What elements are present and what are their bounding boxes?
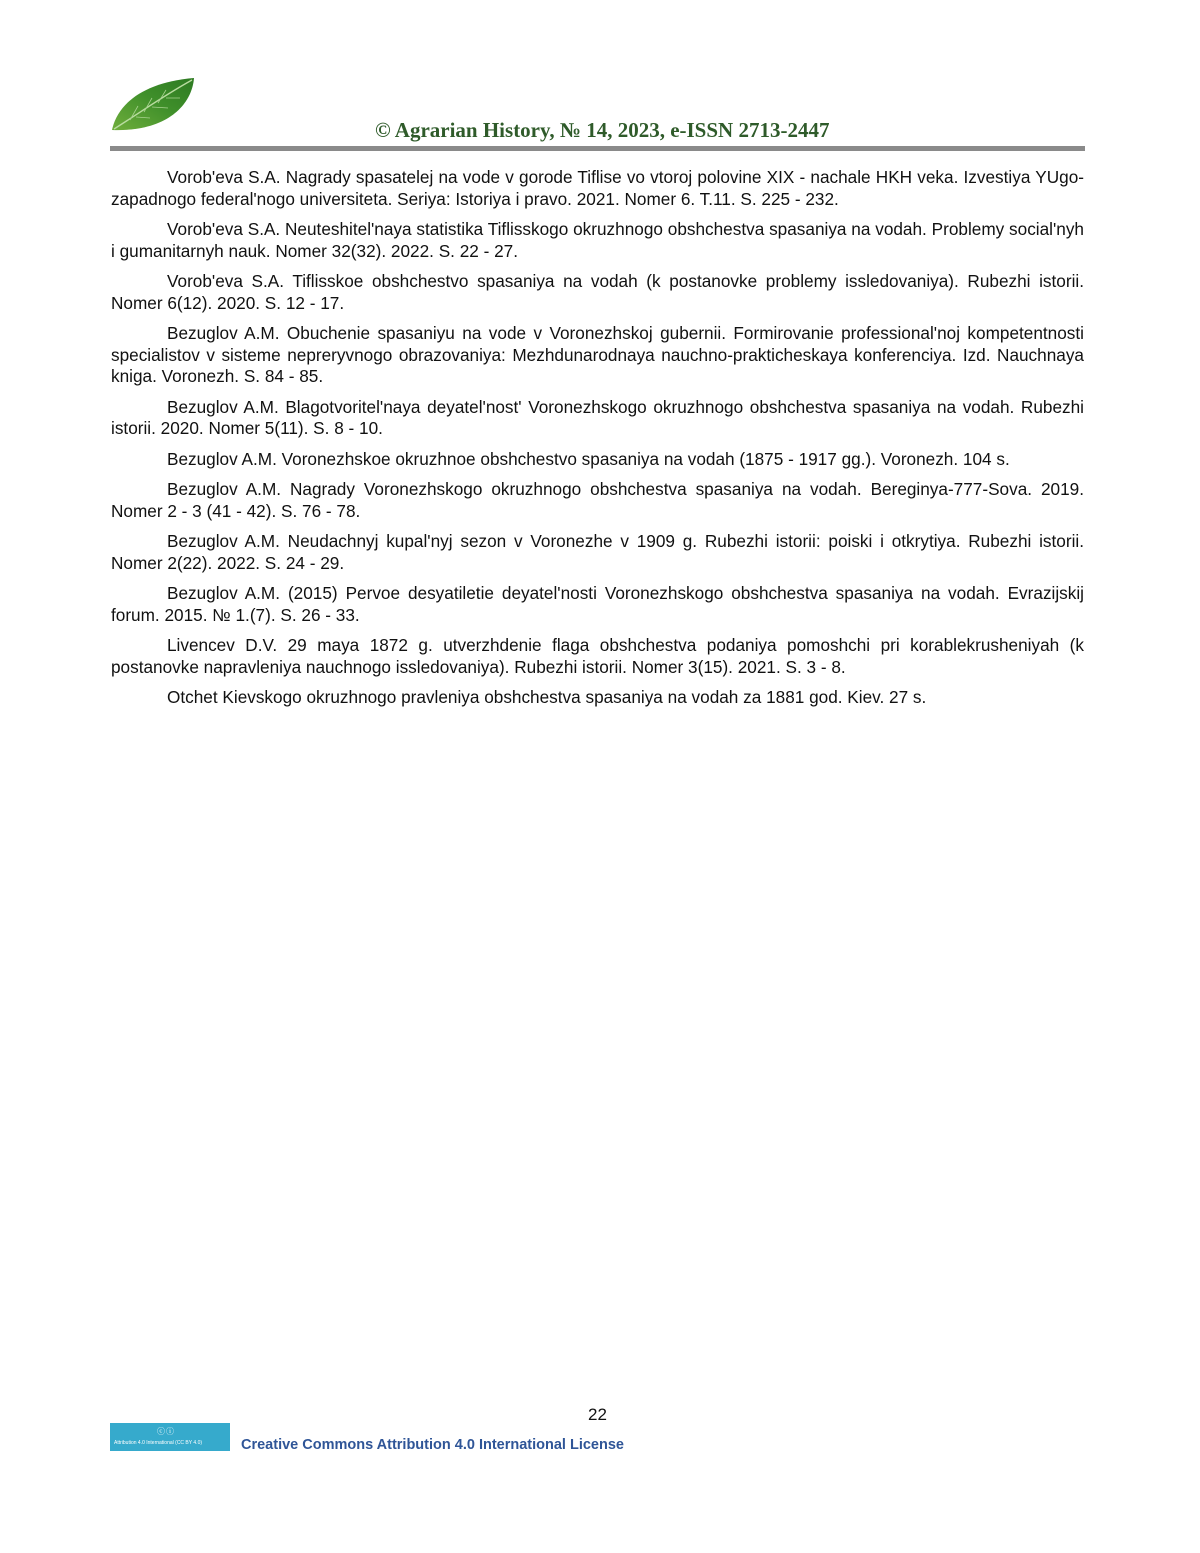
reference-entry: Otchet Kievskogo okruzhnogo pravleniya obshchestva spasaniya na vodah za 1881 god. Kiev. 27 s. xyxy=(167,687,927,707)
license-link[interactable]: Creative Commons Attribution 4.0 International License xyxy=(241,1437,624,1453)
reference-entry: Bezuglov A.M. Obuchenie spasaniyu na vode v Voronezhskoj gubernii. Formirovanie professional'noj kompetentnosti specialistov v sisteme nepreryvnogo obrazovaniya: Mezhdunarodnaya nauchno-prakticheskaya konferenciya. Izd. Nauchnaya kniga. Voronezh. S. 84 - 85. xyxy=(111,323,1084,386)
reference-entry: Livencev D.V. 29 maya 1872 g. utverzhdenie flaga obshchestva podaniya pomoshchi pri korablekrusheniyah (k postanovke napravleniya nauchnogo issledovaniya). Rubezhi istorii. Nomer 3(15). 2021. S. 3 - 8. xyxy=(111,635,1084,677)
reference-entry: Vorob'eva S.A. Neuteshitel'naya statistika Tiflisskogo okruzhnogo obshchestva spasaniya na vodah. Problemy social'nyh i gumanitarnyh nauk. Nomer 32(32). 2022. S. 22 - 27. xyxy=(111,219,1084,261)
cc-badge-caption: Attribution 4.0 International (CC BY 4.0) xyxy=(114,1440,203,1446)
cc-by-badge-icon[interactable] xyxy=(110,1423,230,1451)
reference-entry: Bezuglov A.M. Voronezhskoe okruzhnoe obshchestvo spasaniya na vodah (1875 - 1917 gg.). Voronezh. 104 s. xyxy=(167,448,1010,469)
reference-entry: Bezuglov A.M. (2015) Pervoe desyatiletie deyatel'nosti Voronezhskogo obshchestva spasaniya na vodah. Evrazijskij forum. 2015. № 1.(7). S. 26 - 33. xyxy=(111,583,1084,625)
journal-title: © Agrarian History, № 14, 2023, e-ISSN 2713-2447 xyxy=(375,118,830,142)
reference-list xyxy=(111,167,1084,718)
reference-entry: Bezuglov A.M. Blagotvoritel'naya deyatel'nost' Voronezhskogo okruzhnogo obshchestva spasaniya na vodah. Rubezhi istorii. 2020. Nomer 5(11). S. 8 - 10. xyxy=(111,396,1084,438)
reference-entry: Vorob'eva S.A. Tiflisskoe obshchestvo spasaniya na vodah (k postanovke problemy issledovaniya). Rubezhi istorii. Nomer 6(12). 2020. S. 12 - 17. xyxy=(111,271,1084,313)
reference-entry: Bezuglov A.M. Neudachnyj kupal'nyj sezon v Voronezhe v 1909 g. Rubezhi istorii: poiski i otkrytiya. Rubezhi istorii. Nomer 2(22). 2022. S. 24 - 29. xyxy=(111,531,1084,573)
page-number: 22 xyxy=(588,1405,607,1424)
reference-entry: Vorob'eva S.A. Nagrady spasatelej na vode v gorode Tiflise vo vtoroj polovine XIX - nachale HKH veka. Izvestiya YUgo-zapadnogo federal'nogo universiteta. Seriya: Istoriya i pravo. 2021. Nomer 6. T.11. S. 225 - 232. xyxy=(111,167,1084,209)
cc-symbols-icon: ⓒⓘ xyxy=(157,1427,175,1436)
header-divider xyxy=(110,146,1085,151)
reference-entry: Bezuglov A.M. Nagrady Voronezhskogo okruzhnogo obshchestva spasaniya na vodah. Bereginya-777-Sova. 2019. Nomer 2 - 3 (41 - 42). S. 76 - 78. xyxy=(111,479,1084,521)
